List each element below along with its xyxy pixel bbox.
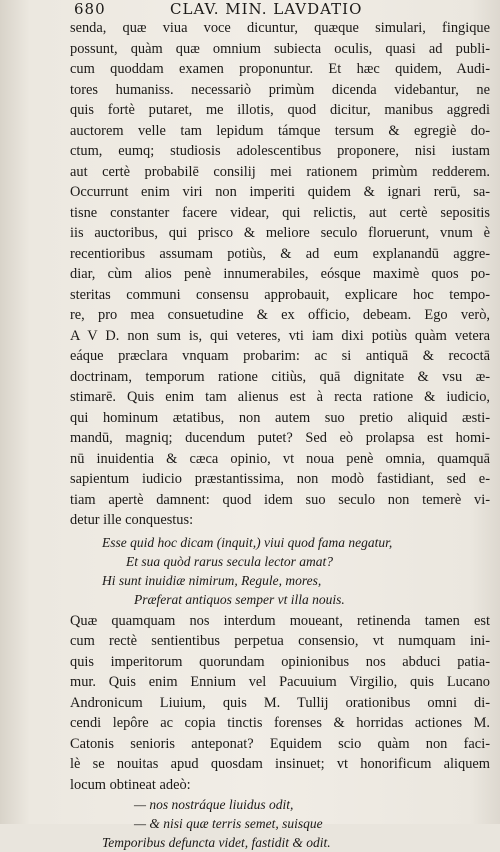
- text-line: mur. Quis enim Ennium vel Pacuuium Virgilio, quis Lucano: [70, 674, 490, 690]
- text-line: stimarē. Quis enim tam alienus est à recta ratione & iudicio,: [70, 389, 490, 405]
- text-line: auctorem velle tam lepidum támque tersum & egregiè do-: [70, 122, 490, 139]
- verse-quote-1: [70, 533, 490, 609]
- text-line: possunt, quàm quæ omnium subiecta oculis, quasi ad publi-: [70, 40, 490, 57]
- verse-line: — nos nostráque liuidus odit,: [134, 797, 294, 812]
- text-line: senda, quæ viua voce dicuntur, quæque simulari, fingique: [70, 20, 490, 36]
- text-line: tiam apertè damnent: quod idem suo seculo non temerè vi-: [70, 491, 490, 508]
- text-line: Andronicum Liuium, quis M. Tullij orationibus omni di-: [70, 694, 490, 711]
- verse-line: Esse quid hoc dicam (inquit,) viui quod fama negatur,: [102, 534, 393, 550]
- text-line: re, pro mea consuetudine & ex officio, debeam. Ego verò,: [70, 307, 490, 323]
- text-line: tores humaniss. necessariò primùm dicenda videbantur, ne: [70, 81, 490, 98]
- text-line: cum quoddam examen proponuntur. Et hæc quidem, Audi-: [70, 61, 490, 77]
- body-text: [70, 18, 490, 852]
- text-line: diar, cùm alios penè innumerabiles, eósque maximè quos po-: [70, 266, 490, 282]
- verse-line: Præferat antiquos semper vt illa nouis.: [134, 591, 345, 607]
- text-line: aut certè probabilē consilij mei rationem primùm redderem.: [70, 163, 490, 180]
- text-line: A V D. non sum is, qui veteres, vti iam dixi potiùs quàm vetera: [70, 327, 490, 344]
- text-line: doctrinam, temporum ratione citiùs, quā dignitate & vsu æ-: [70, 368, 490, 385]
- text-line: qui hominum ætatibus, non autem suo pretio aliquid æsti-: [70, 409, 490, 426]
- text-line: recentioribus assumam potiùs, & ad eum explanandū aggre-: [70, 245, 490, 262]
- text-line: quis fortè putaret, me illotis, quod dicitur, manibus aggredi: [70, 102, 490, 118]
- text-line: eáque præclara vnquam probarim: ac si antiquā & recoctā: [70, 348, 490, 364]
- text-line: nū inuidentia & cæca opinio, vt noua penè omnia, quamquā: [70, 450, 490, 467]
- text-line: Catonis senioris anteponat? Equidem scio quàm non faci-: [70, 735, 490, 752]
- text-line: tisne constanter facere videar, qui relictis, aut certè sepositis: [70, 204, 490, 221]
- text-line: steritas communi consensu approbauit, explicare hoc tempo-: [70, 286, 490, 303]
- verse-line: — & nisi quæ terris semet, suisque: [134, 816, 323, 831]
- verse-line: Et sua quòd rarus secula lector amat?: [126, 553, 333, 569]
- paragraph-1: [70, 18, 490, 531]
- text-line: quis imperitorum quorundam opinionibus nos abduci patia-: [70, 653, 490, 670]
- paragraph-2: [70, 611, 490, 796]
- running-title: CLAV. MIN. LAVDATIO: [170, 0, 363, 18]
- text-line: cendi lepôre ac copia tinctis forenses & horridas actiones M.: [70, 715, 490, 731]
- text-line: Occurrunt enim viri non imperiti quidem & ignari rerū, sa-: [70, 184, 490, 200]
- running-head: [74, 0, 484, 20]
- text-line: mandū, magniq; ducendum putet? Sed eò prolapsa est homi-: [70, 430, 490, 446]
- text-line: sapientum iudicio præstantissima, non modò fastidiant, sed e-: [70, 471, 490, 487]
- verse-line: Temporibus defuncta videt, fastidit & odit.: [102, 835, 331, 850]
- verse-line: Hi sunt inuidiæ nimirum, Regule, mores,: [102, 572, 322, 588]
- text-line: iis auctoribus, qui prisco & meliore seculo floruerunt, vnum è: [70, 225, 490, 241]
- text-line: lè se nouitas apud quosdam insinuet; vt honorificum aliquem: [70, 756, 490, 772]
- page-number: 680: [74, 0, 106, 18]
- text-line: cum rectè sentientibus perpetua consensio, vt numquam ini-: [70, 633, 490, 649]
- text-line: ctum, eumq; studiosis adolescentibus proponere, nisi iustam: [70, 143, 490, 159]
- text-line: locum obtineat adeò:: [70, 776, 191, 793]
- text-line: Quæ quamquam nos interdum moueant, retinenda tamen est: [70, 612, 490, 629]
- text-line: detur ille conquestus:: [70, 512, 194, 528]
